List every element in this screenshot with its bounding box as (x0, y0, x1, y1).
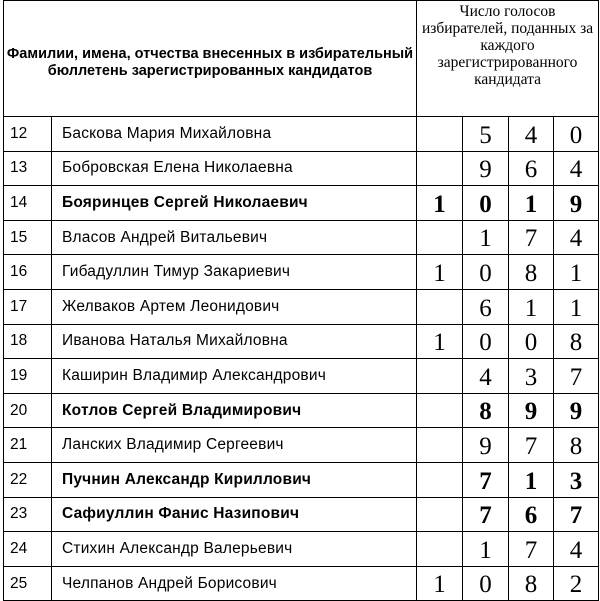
candidate-number: 25 (4, 566, 52, 601)
vote-digit-cell: 1 (417, 324, 463, 359)
table-row (4, 532, 599, 567)
candidate-name: Челпанов Андрей Борисович (52, 566, 417, 601)
vote-digit-cell: 1 (509, 289, 554, 324)
vote-digit-cell: 9 (554, 186, 599, 221)
vote-digit-cell: 6 (509, 497, 554, 532)
vote-digit-cell (417, 151, 463, 186)
table-row (4, 428, 599, 463)
vote-digit-cell: 7 (509, 428, 554, 463)
vote-digit-cell: 7 (554, 359, 599, 394)
vote-digit-cell: 8 (554, 428, 599, 463)
vote-digit-cell: 4 (509, 117, 554, 152)
vote-digit-cell: 1 (463, 220, 509, 255)
vote-digit-cell: 1 (509, 462, 554, 497)
vote-digit-cell: 7 (463, 462, 509, 497)
candidate-number: 13 (4, 151, 52, 186)
vote-digit-cell: 1 (554, 255, 599, 290)
vote-digit-cell (417, 532, 463, 567)
vote-digit-cell (417, 428, 463, 463)
vote-digit-cell: 5 (463, 117, 509, 152)
table-row (4, 289, 599, 324)
candidate-number: 12 (4, 117, 52, 152)
candidate-number: 14 (4, 186, 52, 221)
vote-digit-cell (417, 393, 463, 428)
vote-digit-cell: 9 (554, 393, 599, 428)
candidate-name: Гибадуллин Тимур Закариевич (52, 255, 417, 290)
candidate-name: Желваков Артем Леонидович (52, 289, 417, 324)
table-row (4, 186, 599, 221)
vote-digit-cell: 1 (417, 255, 463, 290)
vote-digit-cell (417, 117, 463, 152)
candidate-name: Пучнин Александр Кириллович (52, 462, 417, 497)
candidate-number: 17 (4, 289, 52, 324)
vote-digit-cell: 4 (463, 359, 509, 394)
vote-digit-cell: 0 (463, 324, 509, 359)
vote-digit-cell: 6 (509, 151, 554, 186)
table-header-row (4, 1, 599, 117)
candidate-name: Иванова Наталья Михайловна (52, 324, 417, 359)
candidate-number: 23 (4, 497, 52, 532)
candidate-name: Сафиуллин Фанис Назипович (52, 497, 417, 532)
vote-digit-cell: 9 (509, 393, 554, 428)
vote-digit-cell: 9 (463, 151, 509, 186)
vote-digit-cell: 1 (417, 566, 463, 601)
vote-digit-cell: 1 (417, 186, 463, 221)
candidate-number: 18 (4, 324, 52, 359)
vote-digit-cell: 1 (554, 289, 599, 324)
vote-digit-cell: 0 (509, 324, 554, 359)
vote-digit-cell: 7 (509, 532, 554, 567)
candidate-number: 20 (4, 393, 52, 428)
vote-digit-cell (417, 462, 463, 497)
votes-column-header: Число голосов избирателей, поданных за каждого зарегистрированного кандидата (417, 1, 599, 117)
vote-digit-cell: 0 (463, 186, 509, 221)
ballot-results-table (3, 0, 599, 601)
vote-digit-cell: 1 (509, 186, 554, 221)
candidates-column-header: Фамилии, имена, отчества внесенных в избирательный бюллетень зарегистрированных кандидатов (4, 1, 417, 117)
vote-digit-cell: 2 (554, 566, 599, 601)
vote-digit-cell: 3 (554, 462, 599, 497)
vote-digit-cell: 4 (554, 220, 599, 255)
vote-digit-cell (417, 497, 463, 532)
table-row (4, 566, 599, 601)
table-row (4, 393, 599, 428)
vote-digit-cell: 6 (463, 289, 509, 324)
candidate-number: 24 (4, 532, 52, 567)
table-row (4, 497, 599, 532)
candidate-name: Бобровская Елена Николаевна (52, 151, 417, 186)
table-row (4, 324, 599, 359)
candidate-name: Власов Андрей Витальевич (52, 220, 417, 255)
table-row (4, 255, 599, 290)
vote-digit-cell: 4 (554, 151, 599, 186)
candidate-number: 15 (4, 220, 52, 255)
vote-digit-cell: 8 (463, 393, 509, 428)
vote-digit-cell: 0 (463, 566, 509, 601)
table-row (4, 117, 599, 152)
vote-digit-cell: 7 (554, 497, 599, 532)
candidate-name: Каширин Владимир Александрович (52, 359, 417, 394)
vote-digit-cell: 8 (554, 324, 599, 359)
candidate-name: Стихин Александр Валерьевич (52, 532, 417, 567)
vote-digit-cell (417, 220, 463, 255)
table-row (4, 462, 599, 497)
vote-digit-cell: 7 (463, 497, 509, 532)
candidate-number: 16 (4, 255, 52, 290)
candidate-name: Баскова Мария Михайловна (52, 117, 417, 152)
vote-digit-cell: 0 (554, 117, 599, 152)
vote-digit-cell: 7 (509, 220, 554, 255)
vote-digit-cell: 8 (509, 566, 554, 601)
candidate-number: 19 (4, 359, 52, 394)
candidate-name: Бояринцев Сергей Николаевич (52, 186, 417, 221)
vote-digit-cell: 3 (509, 359, 554, 394)
candidate-name: Котлов Сергей Владимирович (52, 393, 417, 428)
vote-digit-cell (417, 289, 463, 324)
vote-digit-cell: 9 (463, 428, 509, 463)
vote-digit-cell: 8 (509, 255, 554, 290)
candidate-name: Ланских Владимир Сергеевич (52, 428, 417, 463)
vote-digit-cell: 1 (463, 532, 509, 567)
table-row (4, 359, 599, 394)
vote-digit-cell (417, 359, 463, 394)
table-row (4, 151, 599, 186)
candidate-number: 22 (4, 462, 52, 497)
vote-digit-cell: 4 (554, 532, 599, 567)
table-row (4, 220, 599, 255)
candidate-number: 21 (4, 428, 52, 463)
vote-digit-cell: 0 (463, 255, 509, 290)
